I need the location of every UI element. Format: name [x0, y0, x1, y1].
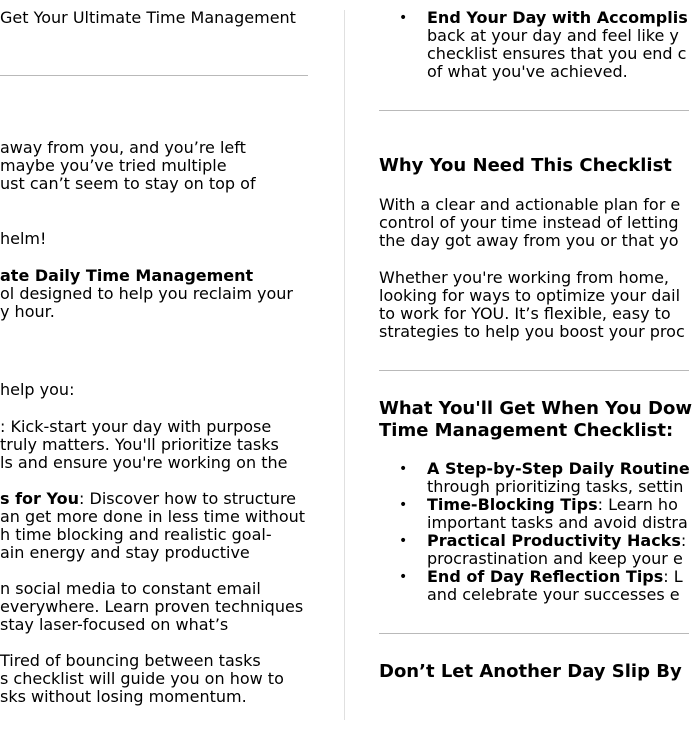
list-item: Tired of bouncing between tasks s checklist will guide you on how to sks without losing momentum. [0, 651, 284, 706]
paragraph-help-you: help you: [0, 380, 75, 399]
list-item: • A Step-by-Step Daily Routine through prioritizing tasks, settin [379, 460, 690, 496]
section-divider [0, 75, 308, 76]
section-heading: What You'll Get When You Dow Time Management Checklist: [379, 398, 692, 441]
benefits-list [345, 460, 690, 604]
section-heading: Don’t Let Another Day Slip By [379, 661, 682, 682]
section-divider [379, 370, 689, 371]
paragraph-why-1: With a clear and actionable plan for e control of your time instead of letting the day got away from you or that yo [379, 195, 681, 250]
list-item: s for You: Discover how to structure an get more done in less time without h time blocking and realistic goal- ain energy and stay productive [0, 489, 306, 562]
intro-line: Get Your Ultimate Time Management [0, 8, 296, 27]
list-item: • Practical Productivity Hacks: procrastination and keep your e [379, 532, 690, 568]
section-why [379, 155, 672, 177]
list-item: • End of Day Reflection Tips: L and celebrate your successes e [379, 568, 690, 604]
section-heading: Why You Need This Checklist [379, 155, 672, 176]
paragraph-overwhelm: helm! [0, 229, 47, 248]
section-what-you-get [379, 398, 692, 442]
list-item: • End Your Day with Accomplis back at your day and feel like y checklist ensures that you end c of what you've achieved. [379, 9, 688, 81]
paragraph-why-2: Whether you're working from home, looking for ways to optimize your dail to work for YOU. It’s flexible, easy to strategies to help you boost your proc [379, 268, 685, 341]
right-column [345, 0, 692, 730]
section-dont-let [379, 661, 682, 683]
section-divider [379, 633, 689, 634]
top-bullet [379, 9, 688, 81]
section-divider [379, 110, 689, 111]
left-column [0, 0, 344, 730]
paragraph-introducing: ate Daily Time Management ol designed to help you reclaim your y hour. [0, 266, 293, 321]
list-item: • Time-Blocking Tips: Learn ho important tasks and avoid distra [379, 496, 690, 532]
paragraph-problem: away from you, and you’re left maybe you’ve tried multiple ust can’t seem to stay on top of [0, 138, 256, 193]
list-item: : Kick-start your day with purpose truly matters. You'll prioritize tasks ls and ensure you're working on the [0, 417, 288, 472]
list-item: n social media to constant email everywhere. Learn proven techniques stay laser-focused on what’s [0, 579, 304, 634]
